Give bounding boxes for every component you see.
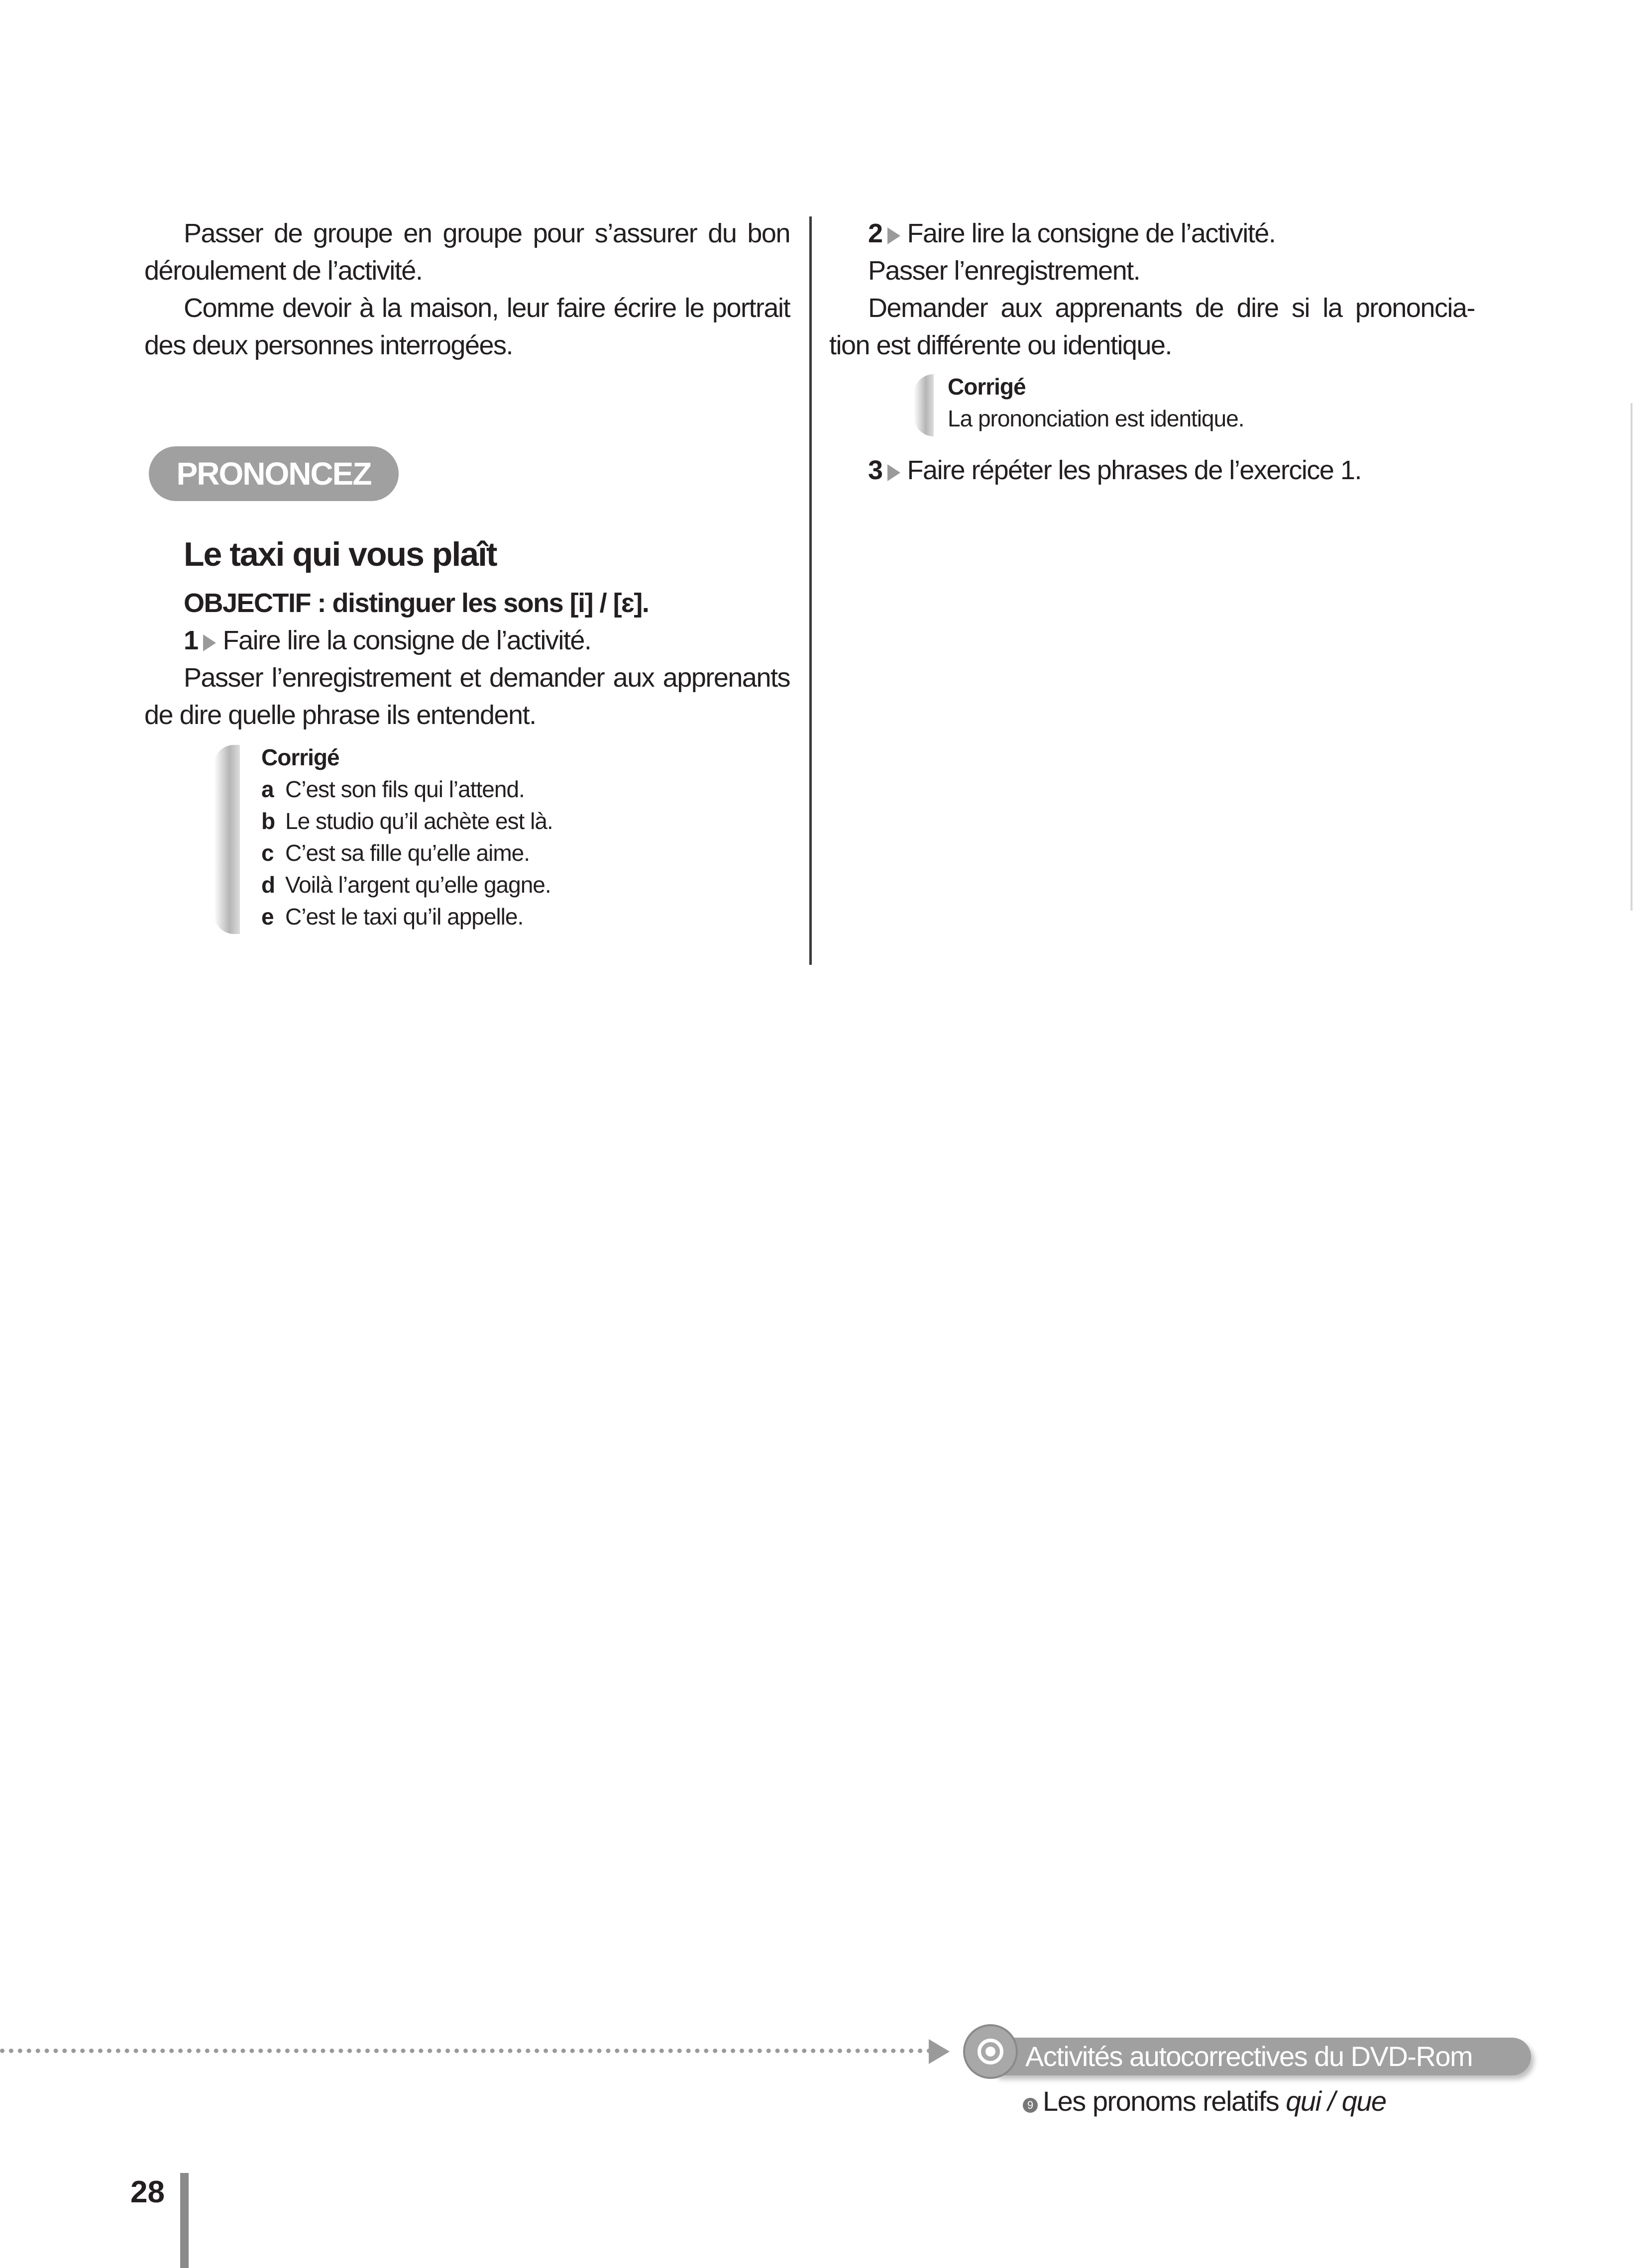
intro-line: Comme devoir à la maison, leur faire écrire le portrait (184, 293, 790, 323)
page-edge (1631, 403, 1633, 911)
step-line: Passer l’enregistrement. (868, 256, 1140, 286)
arrow-icon (929, 2039, 950, 2064)
step-1 (184, 622, 591, 659)
step-3 (868, 452, 1361, 489)
activity-title: Le taxi qui vous plaît (184, 535, 497, 573)
corrige-heading: Corrigé (261, 744, 339, 770)
dvd-disc-icon (963, 2024, 1018, 2079)
intro-line: déroulement de l’activité. (144, 256, 423, 286)
dvd-activity: 9 Les pronoms relatifs qui / que (1023, 2082, 1386, 2120)
step-line: Passer l’enregistrement et demander aux apprenants (184, 663, 790, 693)
corrige-item: d Voilà l’argent qu’elle gagne. (261, 872, 551, 898)
step-number: 1 (184, 625, 198, 655)
corrige-item: e C’est le taxi qu’il appelle. (261, 904, 524, 929)
arrow-icon (203, 634, 216, 651)
step-text: Faire répéter les phrases de l’exercice 1. (907, 455, 1362, 485)
step-line: Demander aux apprenants de dire si la prononcia- (868, 293, 1475, 323)
dvd-banner: Activités autocorrectives du DVD-Rom (995, 2038, 1531, 2075)
corrige-heading: Corrigé (948, 374, 1026, 400)
step-line: tion est différente ou identique. (829, 330, 1172, 360)
corrige-text: La prononciation est identique. (948, 406, 1244, 431)
corrige-item: a C’est son fils qui l’attend. (261, 776, 525, 802)
step-number: 3 (868, 455, 882, 485)
page-number-bar (180, 2173, 189, 2268)
section-label-prononcez: PRONONCEZ (149, 446, 399, 501)
step-number: 2 (868, 218, 882, 248)
column-divider (809, 216, 812, 965)
step-text: Faire lire la consigne de l’activité. (907, 218, 1276, 248)
corrige-bracket (914, 374, 934, 436)
corrige-bracket (214, 745, 240, 934)
step-2 (868, 215, 1275, 252)
dotted-leader (0, 2049, 932, 2053)
corrige-item: c C’est sa fille qu’elle aime. (261, 840, 530, 866)
arrow-icon (887, 464, 900, 481)
step-text: Faire lire la consigne de l’activité. (222, 625, 591, 655)
arrow-icon (887, 227, 900, 244)
intro-line: des deux personnes interrogées. (144, 330, 513, 360)
objective: OBJECTIF : distinguer les sons [i] / [ɛ]. (184, 588, 649, 618)
intro-line: Passer de groupe en groupe pour s’assurer du bon (184, 218, 790, 248)
page-number: 28 (130, 2175, 165, 2209)
step-line: de dire quelle phrase ils entendent. (144, 700, 536, 730)
corrige-item: b Le studio qu’il achète est là. (261, 808, 553, 834)
activity-number: 9 (1023, 2098, 1038, 2113)
